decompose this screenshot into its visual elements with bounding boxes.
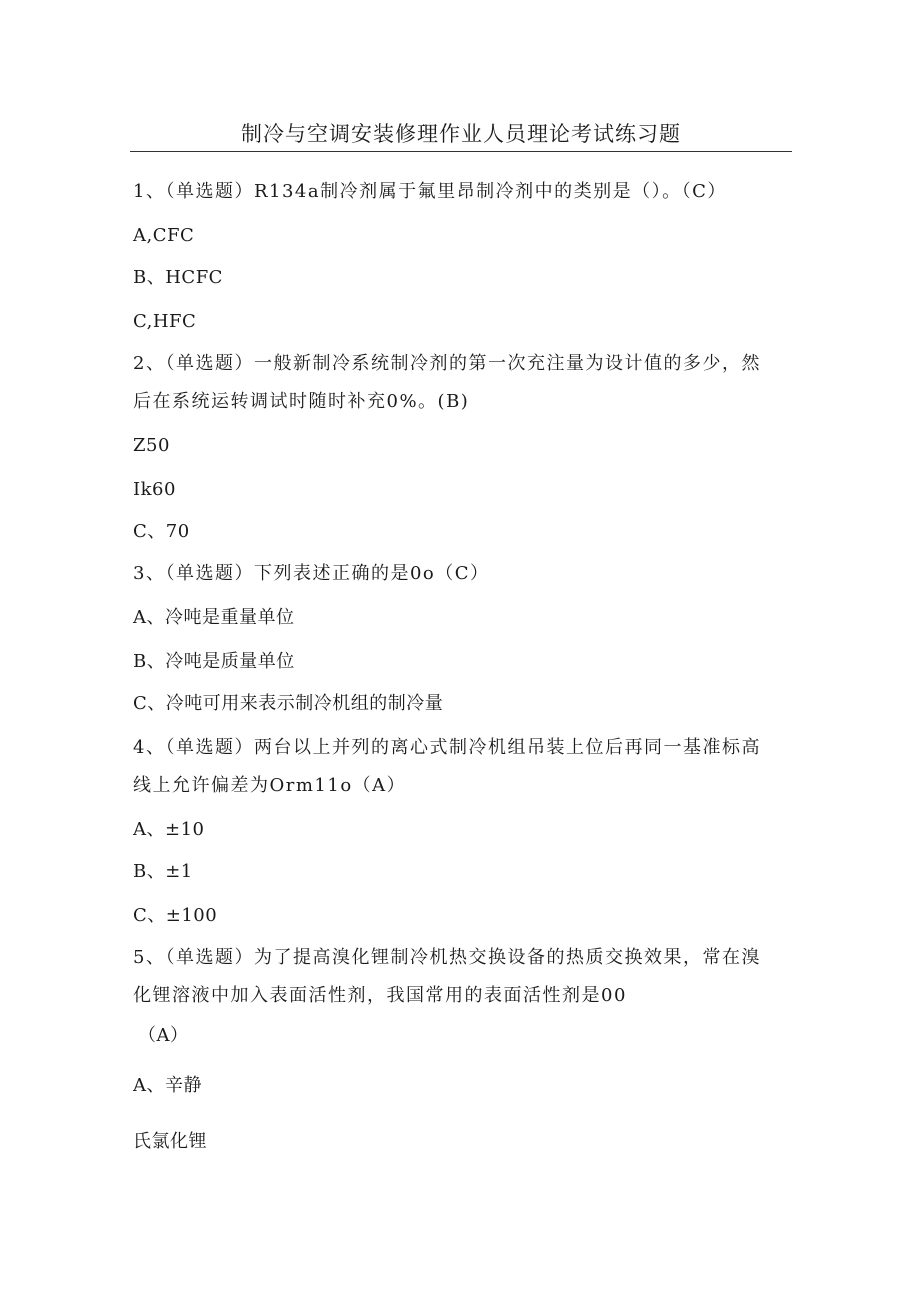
question-5-line-1: 5、（单选题）为了提高溴化锂制冷机热交换设备的热质交换效果，常在溴 xyxy=(133,947,761,968)
question-2-line-2: 后在系统运转调试时随时补充0%。(B) xyxy=(133,391,470,412)
question-3-option-b: B、冷吨是质量单位 xyxy=(133,651,295,672)
question-4-line-1: 4、（单选题）两台以上并列的离心式制冷机组吊装上位后再同一基准标高 xyxy=(133,737,761,758)
question-5-answer: （A） xyxy=(138,1025,189,1046)
title-underline xyxy=(130,151,792,152)
question-1-option-b: B、HCFC xyxy=(133,267,223,288)
question-4-option-a: A、±10 xyxy=(133,819,205,840)
question-5-line-2: 化锂溶液中加入表面活性剂，我国常用的表面活性剂是00 xyxy=(133,985,627,1006)
question-5-option-b: 氏氯化锂 xyxy=(133,1131,207,1152)
question-2-option-a: Z50 xyxy=(133,435,170,456)
question-3: 3、（单选题）下列表述正确的是0o（C） xyxy=(133,563,490,584)
question-5-option-a: A、辛静 xyxy=(133,1075,202,1096)
question-2-option-c: C、70 xyxy=(133,521,190,542)
question-3-option-c: C、冷吨可用来表示制冷机组的制冷量 xyxy=(133,693,444,714)
question-1: 1、（单选题）R134a制冷剂属于氟里昂制冷剂中的类别是（）。（C） xyxy=(133,181,727,202)
question-4-option-b: B、±1 xyxy=(133,861,193,882)
question-2-line-1: 2、（单选题）一般新制冷系统制冷剂的第一次充注量为设计值的多少，然 xyxy=(133,353,761,374)
question-2-option-b: Ik60 xyxy=(133,479,176,500)
question-1-option-a: A,CFC xyxy=(133,225,195,246)
document-title: 制冷与空调安装修理作业人员理论考试练习题 xyxy=(241,122,681,146)
question-1-option-c: C,HFC xyxy=(133,311,197,332)
question-4-line-2: 线上允许偏差为Orm11o（A） xyxy=(133,775,407,796)
question-3-option-a: A、冷吨是重量单位 xyxy=(133,607,295,628)
question-4-option-c: C、±100 xyxy=(133,905,218,926)
